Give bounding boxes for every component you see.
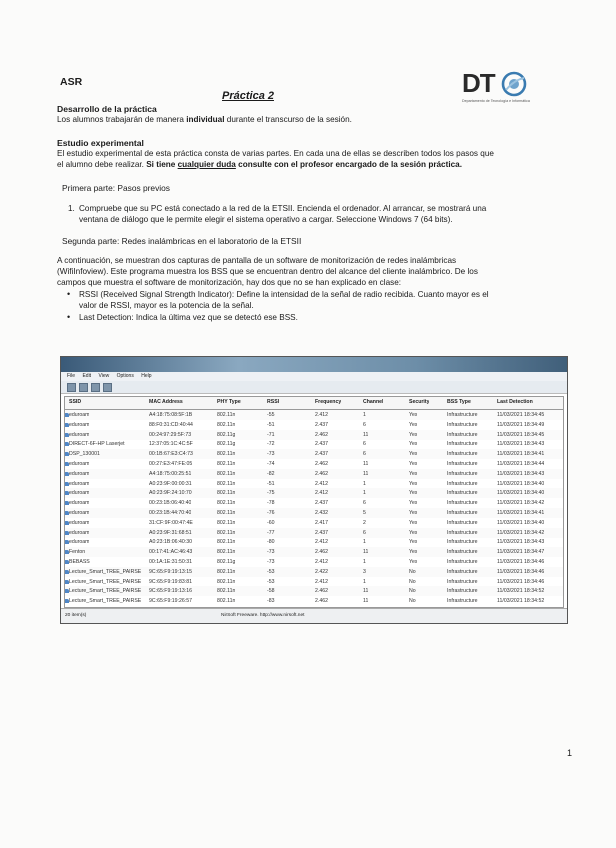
cell-ssid: DSP_130001 — [69, 451, 100, 458]
table-row[interactable] — [65, 479, 563, 489]
cell-rssi: -77 — [267, 529, 275, 536]
cell-frequency: 2.422 — [315, 568, 328, 575]
cell-frequency: 2.437 — [315, 441, 328, 448]
table-row[interactable] — [65, 528, 563, 538]
table-row[interactable] — [65, 459, 563, 469]
cell-phy: 802.11n — [217, 500, 236, 507]
cell-ssid: Lecture_Smart_TREE_PAIRSE — [69, 568, 142, 575]
cell-channel: 1 — [363, 539, 366, 546]
page-mark: 1 — [567, 748, 573, 758]
cell-last-detection: 11/03/2021 18:34:43 — [497, 441, 545, 448]
cell-mac: A4:18:75:08:5F:1B — [149, 412, 193, 418]
bullet-rssi-line2: valor de RSSI, mayor es la potencia de la señal. — [79, 300, 254, 310]
table-header — [65, 397, 563, 410]
cell-ssid: Lecture_Smart_TREE_PAIRSE — [69, 598, 142, 605]
cell-last-detection: 11/03/2021 18:34:47 — [497, 549, 545, 556]
status-bar — [61, 608, 567, 623]
cell-mac: A4:18:75:00:25:51 — [149, 470, 192, 477]
cell-frequency: 2.432 — [315, 510, 328, 516]
cell-channel: 1 — [363, 480, 366, 487]
cell-rssi: -73 — [267, 451, 275, 458]
cell-rssi: -75 — [267, 490, 275, 497]
menu-help[interactable]: Help — [141, 373, 152, 379]
cell-security: Yes — [409, 480, 418, 487]
cell-security: Yes — [409, 461, 418, 467]
cell-mac: 9C:65:F9:19:13:16 — [149, 588, 192, 595]
part2-intro-line2: (WifiInfoview). Este programa muestra los BSS que se encuentran dentro del alcance del cliente inalámbrico. De los — [57, 267, 478, 276]
cell-mac: 00:17:41:AC:46:43 — [149, 549, 193, 556]
bullet-dot: • — [67, 312, 71, 322]
cell-ssid: DIRECT-6F-HP Laserjet — [69, 441, 125, 448]
cell-channel: 1 — [363, 490, 366, 497]
cell-mac: 00:24:97:29:5F:73 — [149, 431, 192, 438]
table-row[interactable] — [65, 577, 563, 587]
cell-channel: 1 — [363, 412, 366, 418]
cell-bss-type: Infrastructure — [447, 441, 478, 448]
cell-rssi: -80 — [267, 539, 275, 546]
cell-mac: A0:23:9F:24:10:70 — [149, 490, 192, 497]
cell-channel: 5 — [363, 510, 366, 516]
cell-frequency: 2.412 — [315, 559, 328, 565]
table-row[interactable] — [65, 439, 563, 449]
cell-ssid: eduroam — [69, 519, 90, 526]
cell-channel: 11 — [363, 598, 369, 605]
bullet-last-detection — [67, 312, 561, 324]
cell-mac: 31:CF:9F:00:47:4E — [149, 519, 193, 526]
column-last-detection[interactable]: Last Detection — [497, 399, 533, 405]
cell-ssid: eduroam — [69, 529, 90, 536]
cell-last-detection: 11/03/2021 18:34:46 — [497, 578, 545, 585]
copy-icon[interactable] — [79, 383, 88, 392]
cell-rssi: -73 — [267, 559, 275, 565]
cell-mac: A0:23:9F:31:68:51 — [149, 529, 192, 536]
cell-mac: A0:23:1B:06:40:30 — [149, 539, 192, 546]
cell-bss-type: Infrastructure — [447, 588, 478, 595]
cell-bss-type: Infrastructure — [447, 559, 478, 565]
cell-last-detection: 11/03/2021 18:34:45 — [497, 431, 545, 438]
bullet-last-detection-text: Last Detection: Indica la última vez que se detectó ese BSS. — [79, 313, 298, 322]
cell-bss-type: Infrastructure — [447, 500, 478, 507]
cell-mac: 00:23:1B:06:40:40 — [149, 500, 192, 507]
cell-ssid: Lecture_Smart_TREE_PAIRSE — [69, 578, 142, 585]
cell-phy: 802.11g — [217, 441, 236, 448]
cell-bss-type: Infrastructure — [447, 510, 478, 516]
cell-ssid: eduroam — [69, 480, 90, 487]
bss-table — [64, 396, 564, 608]
cell-phy: 802.11n — [217, 598, 236, 605]
table-row[interactable] — [65, 557, 563, 567]
cell-security: No — [409, 588, 416, 595]
cell-phy: 802.11n — [217, 588, 236, 595]
cell-last-detection: 11/03/2021 18:34:40 — [497, 490, 545, 497]
cell-last-detection: 11/03/2021 18:34:41 — [497, 451, 545, 458]
table-row[interactable] — [65, 430, 563, 440]
cell-frequency: 2.437 — [315, 500, 328, 507]
cell-phy: 802.11n — [217, 421, 236, 428]
cell-mac: 9C:65:F9:19:26:57 — [149, 598, 192, 605]
column-phy[interactable]: PHY Type — [217, 399, 241, 405]
cell-last-detection: 11/03/2021 18:34:46 — [497, 559, 545, 565]
cell-rssi: -51 — [267, 421, 275, 428]
table-row[interactable] — [65, 488, 563, 498]
cell-phy: 802.11n — [217, 490, 236, 497]
column-mac[interactable]: MAC Address — [149, 399, 183, 405]
estudio-text2-c: consulte con el profesor encargado de la sesión práctica. — [235, 160, 462, 169]
table-row[interactable] — [65, 596, 563, 606]
cell-phy: 802.11g — [217, 559, 236, 565]
cell-security: Yes — [409, 431, 418, 438]
cell-phy: 802.11n — [217, 519, 236, 526]
department-logo — [462, 68, 554, 108]
column-channel[interactable]: Channel — [363, 399, 384, 405]
cell-bss-type: Infrastructure — [447, 480, 478, 487]
cell-security: Yes — [409, 510, 418, 516]
properties-icon[interactable] — [91, 383, 100, 392]
column-bss-type[interactable]: BSS Type — [447, 399, 471, 405]
cell-rssi: -53 — [267, 568, 275, 575]
cell-security: Yes — [409, 529, 418, 536]
cell-frequency: 2.412 — [315, 539, 328, 546]
cell-security: Yes — [409, 451, 418, 458]
column-rssi[interactable]: RSSI — [267, 399, 280, 405]
cell-phy: 802.11n — [217, 529, 236, 536]
estudio-text2-a: el alumno debe realizar. — [57, 160, 147, 169]
cell-phy: 802.11n — [217, 510, 236, 516]
cell-ssid: eduroam — [69, 412, 90, 418]
cell-phy: 802.11n — [217, 578, 236, 585]
cell-bss-type: Infrastructure — [447, 431, 478, 438]
cell-channel: 6 — [363, 441, 366, 448]
part1-item-line1: Compruebe que su PC está conectado a la red de la ETSII. Encienda el ordenador. Al arrancar, se mostrará una — [79, 204, 487, 213]
cell-bss-type: Infrastructure — [447, 421, 478, 428]
bullet-rssi — [67, 289, 561, 311]
cell-channel: 1 — [363, 559, 366, 565]
cell-frequency: 2.412 — [315, 480, 328, 487]
cell-phy: 802.11n — [217, 480, 236, 487]
cell-channel: 6 — [363, 500, 366, 507]
table-row[interactable] — [65, 498, 563, 508]
table-row[interactable] — [65, 469, 563, 479]
cell-last-detection: 11/03/2021 18:34:46 — [497, 568, 545, 575]
cell-bss-type: Infrastructure — [447, 451, 478, 458]
estudio-text2-underlined: cualquier duda — [177, 160, 236, 169]
cell-phy: 802.11n — [217, 461, 236, 467]
cell-security: Yes — [409, 519, 418, 526]
cell-rssi: -55 — [267, 412, 275, 418]
page-title: Práctica 2 — [222, 90, 274, 102]
cell-security: Yes — [409, 441, 418, 448]
cell-ssid: Fenton — [69, 549, 86, 556]
cell-phy: 802.11n — [217, 539, 236, 546]
cell-frequency: 2.462 — [315, 598, 328, 605]
estudio-text2-b: Si tiene — [146, 160, 178, 169]
cell-rssi: -53 — [267, 578, 275, 585]
cell-bss-type: Infrastructure — [447, 529, 478, 536]
cell-rssi: -58 — [267, 588, 275, 595]
course-code: ASR — [60, 76, 83, 88]
cell-frequency: 2.437 — [315, 451, 328, 458]
cell-rssi: -82 — [267, 470, 275, 477]
cell-frequency: 2.462 — [315, 470, 328, 477]
cell-rssi: -60 — [267, 519, 275, 526]
menu-view[interactable]: View — [98, 373, 110, 379]
section-heading-estudio: Estudio experimental — [57, 138, 144, 148]
table-row[interactable] — [65, 508, 563, 518]
cell-security: Yes — [409, 490, 418, 497]
cell-bss-type: Infrastructure — [447, 412, 478, 418]
cell-mac: 00:23:1B:44:70:40 — [149, 510, 192, 516]
cell-frequency: 2.412 — [315, 578, 328, 585]
cell-channel: 11 — [363, 549, 369, 556]
wifiinfoview-screenshot — [60, 356, 568, 624]
cell-frequency: 2.462 — [315, 588, 328, 595]
cell-bss-type: Infrastructure — [447, 490, 478, 497]
cell-bss-type: Infrastructure — [447, 578, 478, 585]
cell-rssi: -72 — [267, 441, 275, 448]
cell-rssi: -51 — [267, 480, 275, 487]
estudio-text-line1: El estudio experimental de esta práctica consta de varias partes. En cada una de ellas se describen todos los pasos que — [57, 149, 494, 158]
cell-mac: 12:37:05:1C:4C:5F — [149, 441, 193, 448]
cell-frequency: 2.462 — [315, 461, 328, 467]
cell-phy: 802.11n — [217, 568, 236, 575]
cell-mac: 00:1A:1E:31:50:31 — [149, 559, 192, 565]
refresh-icon[interactable] — [103, 383, 112, 392]
cell-bss-type: Infrastructure — [447, 598, 478, 605]
cell-phy: 802.11n — [217, 412, 236, 418]
part1-item — [68, 204, 561, 225]
cell-mac: 88:F0:31:CD:40:44 — [149, 421, 193, 428]
cell-frequency: 2.437 — [315, 421, 328, 428]
cell-last-detection: 11/03/2021 18:34:52 — [497, 598, 545, 605]
cell-last-detection: 11/03/2021 18:34:43 — [497, 470, 545, 477]
cell-bss-type: Infrastructure — [447, 549, 478, 556]
table-row[interactable] — [65, 567, 563, 577]
cell-mac: 00:27:E3:47:FE:05 — [149, 461, 193, 467]
cell-frequency: 2.412 — [315, 412, 328, 418]
part1-heading: Primera parte: Pasos previos — [62, 183, 170, 193]
cell-frequency: 2.417 — [315, 519, 328, 526]
part1-item-number: 1. — [68, 204, 75, 213]
table-row[interactable] — [65, 586, 563, 596]
cell-security: Yes — [409, 559, 418, 565]
status-item-count: 20 item(s) — [65, 613, 87, 618]
cell-last-detection: 11/03/2021 18:34:52 — [497, 588, 545, 595]
cell-last-detection: 11/03/2021 18:34:43 — [497, 539, 545, 546]
cell-mac: 00:1B:67:E3:C4:73 — [149, 451, 193, 458]
cell-ssid: Lecture_Smart_TREE_PAIRSE — [69, 588, 142, 595]
cell-mac: 9C:65:F9:19:13:15 — [149, 568, 192, 575]
logo-text: DT — [462, 68, 495, 98]
bullet-dot: • — [67, 289, 71, 299]
cell-ssid: eduroam — [69, 500, 90, 507]
menu-file[interactable]: File — [67, 373, 76, 379]
column-frequency[interactable]: Frequency — [315, 399, 342, 405]
part2-heading: Segunda parte: Redes inalámbricas en el laboratorio de la ETSII — [62, 236, 302, 246]
cell-bss-type: Infrastructure — [447, 539, 478, 546]
logo-globe-icon — [500, 70, 530, 98]
cell-last-detection: 11/03/2021 18:34:41 — [497, 510, 545, 516]
cell-channel: 6 — [363, 529, 366, 536]
cell-phy: 802.11n — [217, 549, 236, 556]
logo-subtitle: Departamento de Tecnología e Informática — [462, 99, 530, 103]
save-icon[interactable] — [67, 383, 76, 392]
cell-security: Yes — [409, 539, 418, 546]
cell-channel: 11 — [363, 588, 369, 595]
cell-ssid: eduroam — [69, 510, 90, 516]
cell-rssi: -73 — [267, 549, 275, 556]
cell-security: No — [409, 598, 416, 605]
status-credit: NirSoft Freeware. http://www.nirsoft.net — [221, 613, 305, 618]
cell-ssid: eduroam — [69, 431, 90, 438]
cell-phy: 802.11n — [217, 470, 236, 477]
cell-frequency: 2.412 — [315, 490, 328, 497]
part1-item-line2: ventana de diálogo que le permite elegir el sistema operativo a cargar. Seleccione Windows 7 (64 bits). — [79, 214, 453, 224]
table-row[interactable] — [65, 518, 563, 528]
cell-security: Yes — [409, 500, 418, 507]
cell-security: Yes — [409, 470, 418, 477]
section-heading-desarrollo: Desarrollo de la práctica — [57, 104, 157, 114]
cell-last-detection: 11/03/2021 18:34:42 — [497, 529, 545, 536]
cell-mac: A0:23:9F:00:00:31 — [149, 480, 192, 487]
cell-security: Yes — [409, 549, 418, 556]
cell-ssid: eduroam — [69, 461, 90, 467]
cell-phy: 802.11n — [217, 451, 236, 458]
column-security[interactable]: Security — [409, 399, 430, 405]
table-row[interactable] — [65, 410, 563, 420]
menu-options[interactable]: Options — [116, 373, 134, 379]
estudio-text-line2 — [57, 160, 572, 171]
cell-rssi: -83 — [267, 598, 275, 605]
cell-bss-type: Infrastructure — [447, 470, 478, 477]
cell-channel: 2 — [363, 519, 366, 526]
cell-ssid: BEBASS — [69, 559, 90, 565]
cell-channel: 11 — [363, 461, 369, 467]
cell-security: No — [409, 578, 416, 585]
cell-bss-type: Infrastructure — [447, 519, 478, 526]
cell-bss-type: Infrastructure — [447, 461, 478, 467]
cell-rssi: -76 — [267, 510, 275, 516]
cell-security: Yes — [409, 412, 418, 418]
part2-intro-line1: A continuación, se muestran dos capturas de pantalla de un software de monitorización de redes inalámbricas — [57, 256, 457, 265]
cell-channel: 1 — [363, 578, 366, 585]
table-row[interactable] — [65, 420, 563, 430]
cell-security: Yes — [409, 421, 418, 428]
column-ssid[interactable]: SSID — [69, 399, 82, 405]
desarrollo-text-c: durante el transcurso de la sesión. — [224, 115, 352, 124]
table-row[interactable] — [65, 537, 563, 547]
cell-channel: 11 — [363, 470, 369, 477]
cell-last-detection: 11/03/2021 18:34:49 — [497, 421, 545, 428]
desarrollo-text-bold: individual — [186, 115, 225, 124]
cell-last-detection: 11/03/2021 18:34:40 — [497, 519, 545, 526]
menu-edit[interactable]: Edit — [82, 373, 92, 379]
table-row[interactable] — [65, 449, 563, 459]
part2-intro-line3: campos que muestra el software de monitorización, hay dos que no se han explicado en clase: — [57, 278, 402, 287]
cell-channel: 6 — [363, 451, 366, 458]
desarrollo-text-a: Los alumnos trabajarán de manera — [57, 115, 187, 124]
cell-frequency: 2.462 — [315, 549, 328, 556]
cell-security: No — [409, 568, 416, 575]
cell-frequency: 2.462 — [315, 431, 328, 438]
window-titlebar — [61, 357, 567, 372]
table-row[interactable] — [65, 547, 563, 557]
cell-rssi: -74 — [267, 461, 275, 467]
cell-channel: 6 — [363, 421, 366, 428]
cell-ssid: eduroam — [69, 539, 90, 546]
cell-channel: 3 — [363, 568, 366, 575]
cell-last-detection: 11/03/2021 18:34:44 — [497, 461, 545, 467]
cell-last-detection: 11/03/2021 18:34:40 — [497, 480, 545, 487]
cell-ssid: eduroam — [69, 470, 90, 477]
cell-frequency: 2.437 — [315, 529, 328, 536]
cell-phy: 802.11g — [217, 431, 236, 438]
cell-ssid: eduroam — [69, 490, 90, 497]
cell-last-detection: 11/03/2021 18:34:42 — [497, 500, 545, 507]
bullet-rssi-line1: RSSI (Received Signal Strength Indicator): Define la intensidad de la señal de radio recibida. Cuanto mayor es el — [79, 290, 489, 299]
cell-mac: 9C:65:F9:19:83:81 — [149, 578, 192, 585]
cell-last-detection: 11/03/2021 18:34:45 — [497, 412, 545, 418]
cell-bss-type: Infrastructure — [447, 568, 478, 575]
cell-rssi: -71 — [267, 431, 275, 438]
desarrollo-text — [57, 115, 572, 126]
cell-channel: 11 — [363, 431, 369, 438]
toolbar — [61, 381, 567, 394]
menu-bar — [61, 372, 567, 381]
cell-ssid: eduroam — [69, 421, 90, 428]
cell-rssi: -78 — [267, 500, 275, 507]
